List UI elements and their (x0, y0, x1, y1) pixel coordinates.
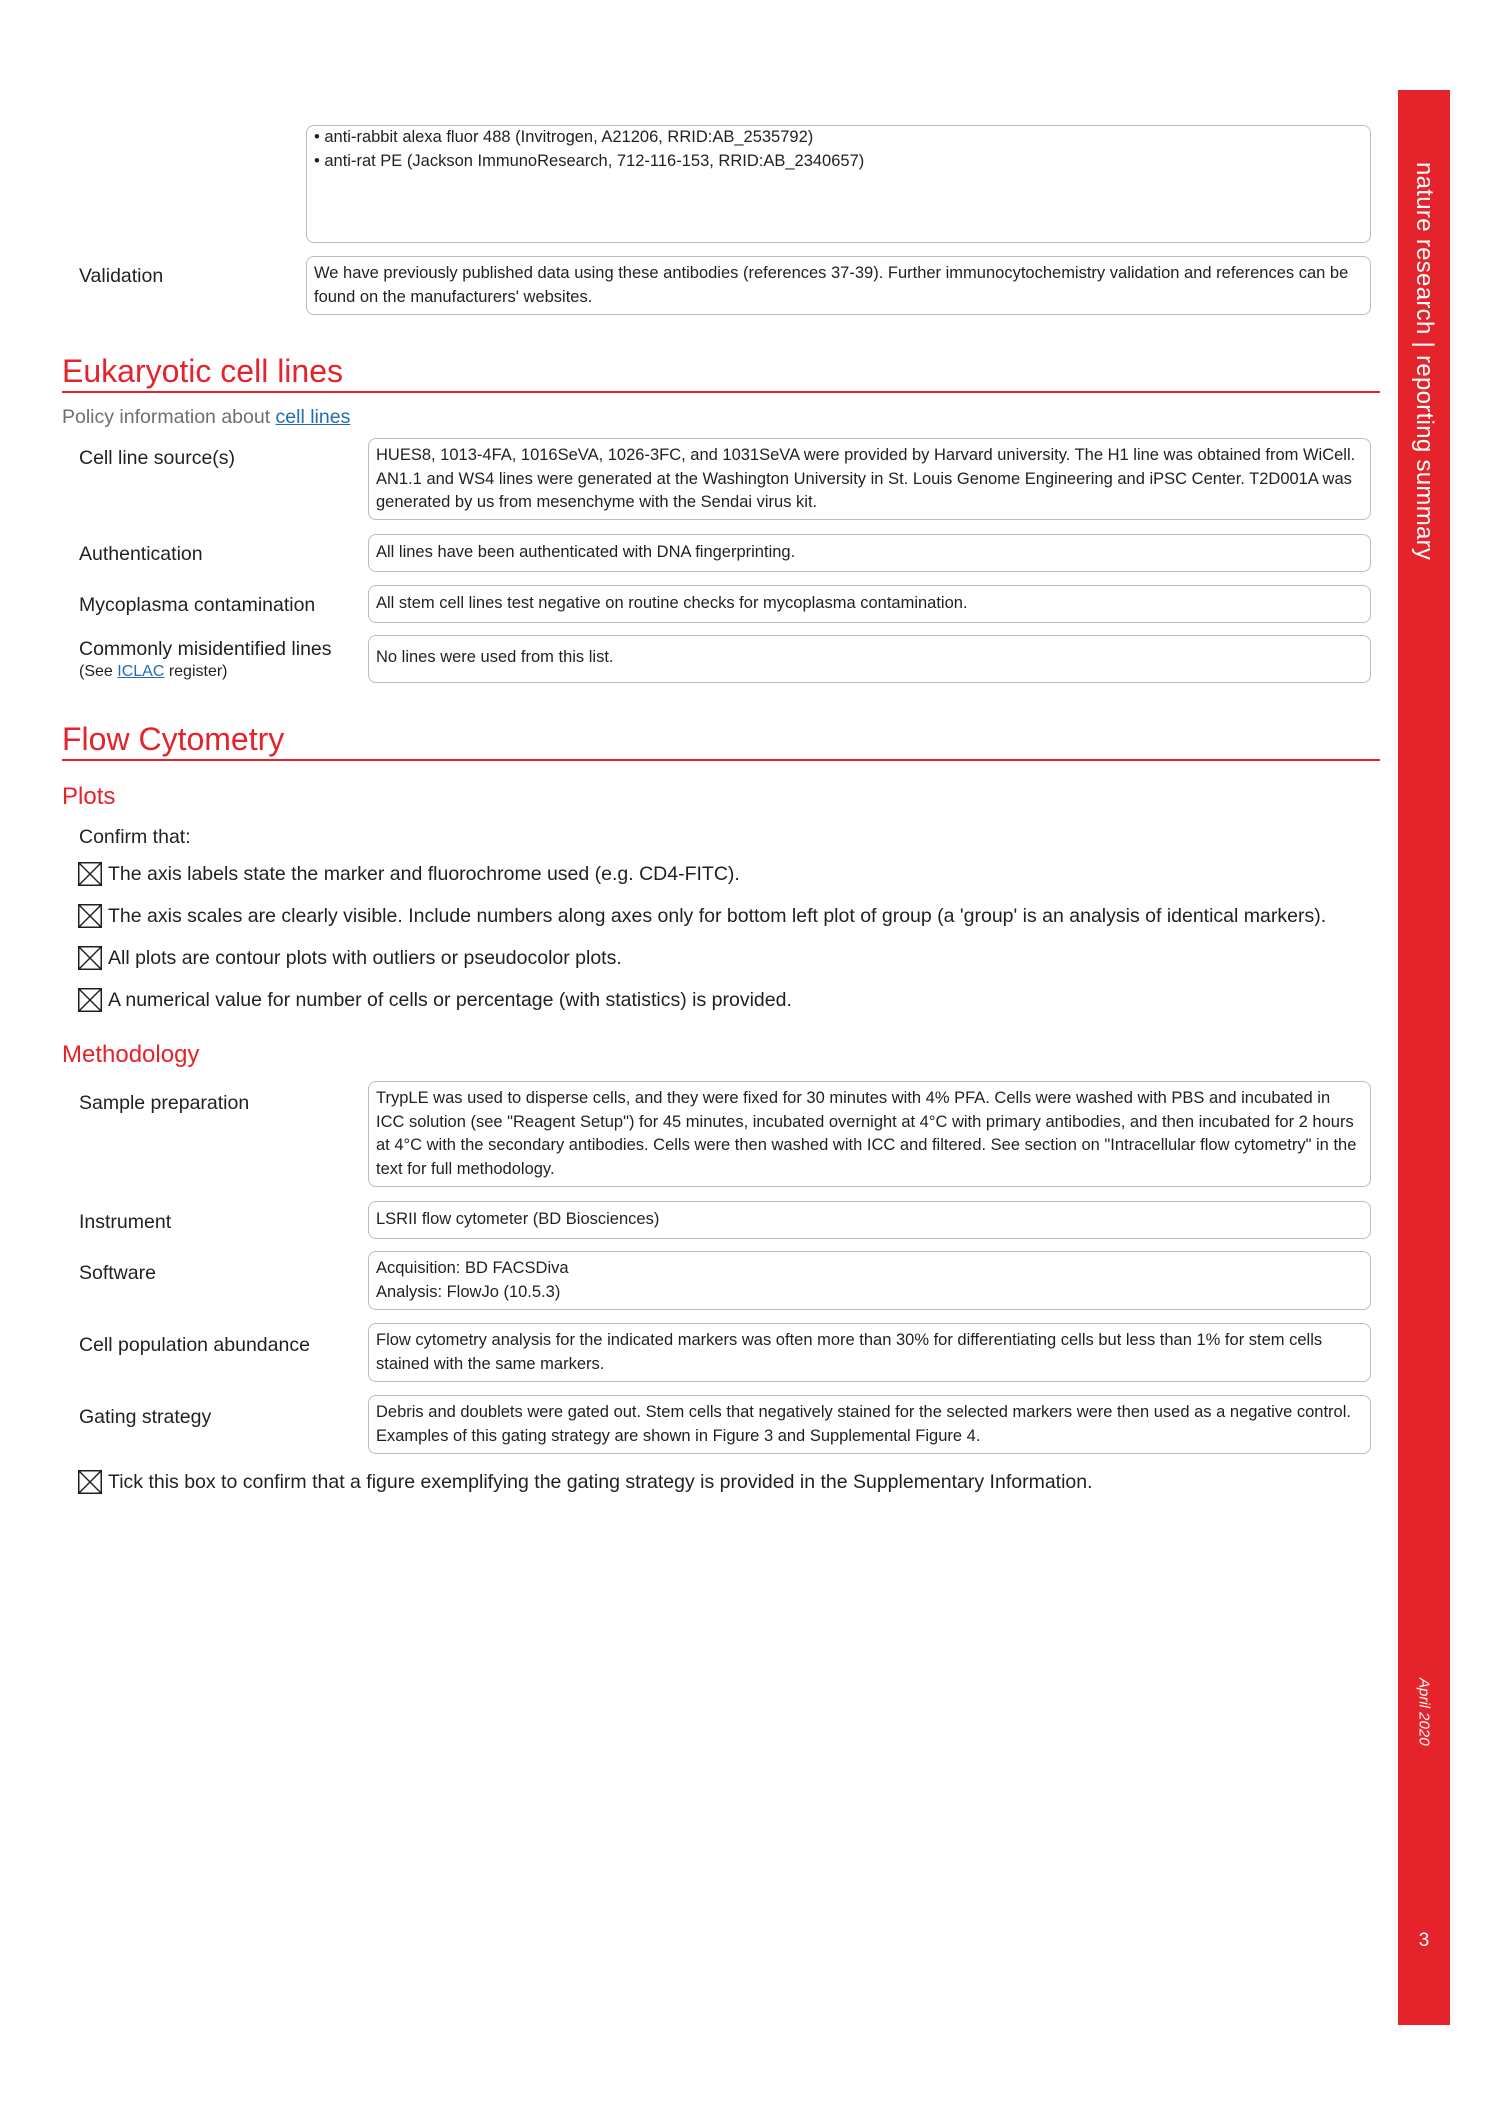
iclac-link[interactable]: ICLAC (117, 663, 165, 680)
cell-lines-link[interactable]: cell lines (275, 406, 351, 428)
section-rule (62, 391, 1380, 393)
abundance-label: Cell population abundance (79, 1334, 310, 1356)
section-heading-flow: Flow Cytometry (62, 721, 285, 757)
instrument-label: Instrument (79, 1211, 172, 1233)
checked-box-icon[interactable] (78, 946, 102, 970)
software-analysis: Analysis: FlowJo (10.5.3) (376, 1282, 561, 1301)
confirm-label: Confirm that: (79, 826, 191, 848)
check-row-gating-figure[interactable] (78, 1470, 1093, 1494)
check-text: All plots are contour plots with outliers or pseudocolor plots. (108, 946, 622, 969)
misidentified-box: No lines were used from this list. (368, 635, 1371, 683)
side-title: nature research | reporting summary (1411, 162, 1438, 561)
antibodies-box (306, 125, 1371, 243)
cell-line-source-box: HUES8, 1013-4FA, 1016SeVA, 1026-3FC, and 1031SeVA were provided by Harvard university. The H1 line was obtained from WiCell. AN1.1 and WS4 lines were generated at the Washington University in St. Louis Genome Engineering and iPSC Center. T2D001A was generated by us from mesenchyme with the Sendai virus kit. (368, 438, 1371, 520)
check-row-axis-scales[interactable] (78, 904, 1326, 928)
check-text: The axis scales are clearly visible. Include numbers along axes only for bottom left plot of group (a 'group' is an analysis of identical markers). (108, 904, 1327, 927)
iclac-suffix: register) (164, 663, 228, 680)
gating-box: Debris and doublets were gated out. Stem cells that negatively stained for the selected markers were then used as a negative control. Examples of this gating strategy are shown in Figure 3 and Supplemental Figure 4. (368, 1395, 1371, 1454)
section-heading-cell-lines: Eukaryotic cell lines (62, 353, 343, 389)
methodology-heading: Methodology (62, 1041, 200, 1068)
iclac-note (79, 663, 228, 681)
page-number: 3 (1418, 1930, 1430, 1951)
software-acquisition: Acquisition: BD FACSDiva (376, 1259, 569, 1277)
software-box (368, 1251, 1371, 1310)
instrument-box: LSRII flow cytometer (BD Biosciences) (368, 1201, 1371, 1239)
mycoplasma-box: All stem cell lines test negative on routine checks for mycoplasma contamination. (368, 585, 1371, 623)
checked-box-icon[interactable] (78, 1470, 102, 1494)
iclac-prefix: (See (79, 663, 118, 680)
authentication-label: Authentication (79, 543, 203, 565)
authentication-box: All lines have been authenticated with DNA fingerprinting. (368, 534, 1371, 572)
checked-box-icon[interactable] (78, 862, 102, 886)
cell-line-source-label: Cell line source(s) (79, 447, 236, 469)
section-rule (62, 759, 1380, 761)
check-row-numerical-value[interactable] (78, 988, 792, 1012)
abundance-box: Flow cytometry analysis for the indicated markers was often more than 30% for differentiating cells but less than 1% for stem cells stained with the same markers. (368, 1323, 1371, 1382)
check-text: A numerical value for number of cells or percentage (with statistics) is provided. (108, 988, 792, 1011)
checked-box-icon[interactable] (78, 904, 102, 928)
validation-box: We have previously published data using these antibodies (references 37-39). Further immunocytochemistry validation and references can be found on the manufacturers' websites. (306, 256, 1371, 315)
antibody-line: • anti-rabbit alexa fluor 488 (Invitrogen, A21206, RRID:AB_2535792) (314, 128, 814, 146)
plots-heading: Plots (62, 783, 116, 810)
validation-label: Validation (79, 265, 164, 287)
check-row-axis-labels[interactable] (78, 862, 740, 886)
mycoplasma-label: Mycoplasma contamination (79, 594, 316, 616)
side-date: April 2020 (1415, 1678, 1433, 1746)
sample-prep-label: Sample preparation (79, 1092, 250, 1114)
checked-box-icon[interactable] (78, 988, 102, 1012)
antibody-line: • anti-rat PE (Jackson ImmunoResearch, 712-116-153, RRID:AB_2340657) (314, 151, 865, 170)
check-row-contour-plots[interactable] (78, 946, 622, 970)
sample-prep-box: TrypLE was used to disperse cells, and they were fixed for 30 minutes with 4% PFA. Cells were washed with PBS and incubated in ICC solution (see "Reagent Setup") for 45 minutes, incubated overnight at 4°C with primary antibodies, and then incubated for 2 hours at 4°C with the secondary antibodies. Cells were then washed with ICC and filtered. See section on "Intracellular flow cytometry" in the text for full methodology. (368, 1081, 1371, 1187)
misidentified-label: Commonly misidentified lines (79, 638, 332, 660)
check-text: The axis labels state the marker and fluorochrome used (e.g. CD4-FITC). (108, 862, 740, 885)
check-text: Tick this box to confirm that a figure exemplifying the gating strategy is provided in the Supplementary Information. (108, 1470, 1093, 1493)
policy-info (62, 406, 350, 429)
gating-label: Gating strategy (79, 1406, 212, 1428)
software-label: Software (79, 1262, 156, 1284)
policy-prefix: Policy information about (62, 406, 276, 428)
